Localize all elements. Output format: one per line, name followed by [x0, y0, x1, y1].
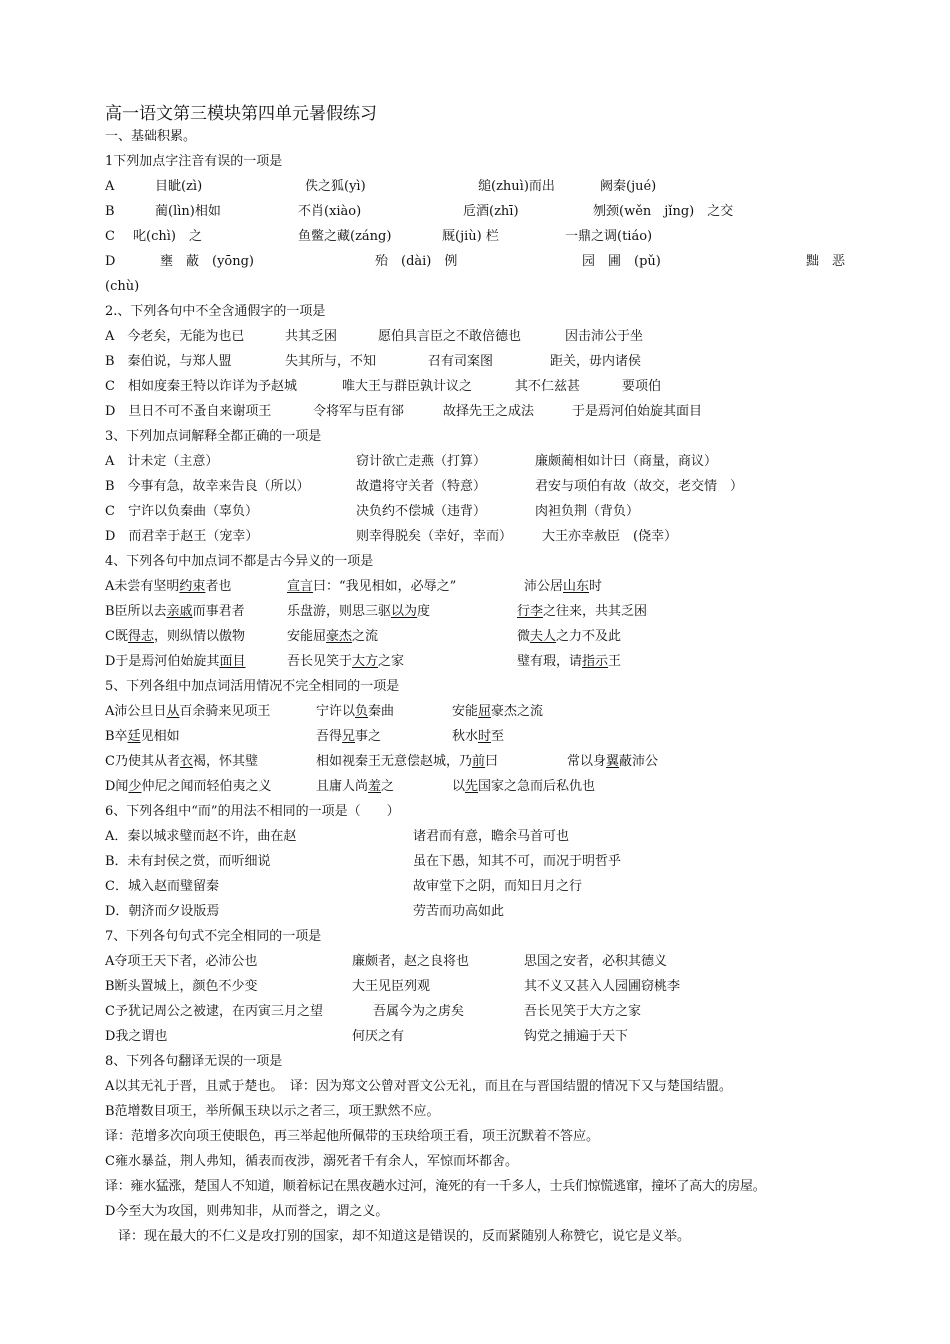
question-2-option-a — [0, 325, 950, 349]
option-item: D．朝济而夕设版焉 — [105, 904, 220, 919]
option-item: 不肖(xiào) — [298, 204, 362, 219]
question-1-stem — [0, 150, 950, 174]
question-5-stem — [0, 675, 950, 699]
dotted-word: 少 — [128, 779, 142, 794]
option-item: A 计未定（主意） — [105, 454, 219, 469]
question-4-option-a — [0, 575, 950, 599]
option-item: D 而君幸于赵王（宠幸） — [105, 529, 259, 544]
option-item: B臣所以去亲戚而事君者 — [105, 604, 245, 619]
dotted-word: 行李 — [517, 604, 544, 619]
option-item: B 今事有急，故幸来告良（所以） — [105, 479, 310, 494]
option-item: C既得志，则纵情以傲物 — [105, 629, 245, 644]
document-title — [0, 101, 950, 125]
option-letter: C — [105, 229, 115, 244]
option-letter: A — [105, 179, 115, 194]
option-item: B 秦伯说，与郑人盟 — [105, 354, 232, 369]
option-item: 要项伯 — [622, 379, 662, 394]
option-item: 宣言曰：“我见相如，必辱之” — [287, 579, 457, 594]
question-8-line — [0, 1175, 950, 1199]
dotted-word: 山东 — [563, 579, 590, 594]
question-3-stem — [0, 425, 950, 449]
question-text: 6、下列各组中“而”的用法不相同的一项是（ ） — [105, 804, 400, 819]
option-item: (chù) — [105, 279, 140, 294]
question-8-line — [0, 1200, 950, 1224]
question-text: 4、下列各句中加点词不都是古今异义的一项是 — [105, 554, 374, 569]
option-item: 故择先王之成法 — [443, 404, 535, 419]
question-7-option-d — [0, 1025, 950, 1049]
option-item: 廉颇蔺相如计曰（商量，商议） — [535, 454, 718, 469]
option-item: D闻少仲尼之闻而轻伯夷之义 — [105, 779, 272, 794]
dotted-word: 羞 — [368, 779, 382, 794]
option-item: D今至大为攻国，则弗知非，从而誉之，谓之义。 — [105, 1204, 389, 1219]
option-letter: D — [105, 254, 116, 269]
question-8-line — [0, 1075, 950, 1099]
option-item: B范增数目项王，举所佩玉玦以示之者三，项王默然不应。 — [105, 1104, 440, 1119]
dotted-word: 前 — [472, 754, 486, 769]
option-item: 行李之往来，共其乏困 — [517, 604, 648, 619]
option-item: 大王见臣列观 — [352, 979, 431, 994]
option-item: 大王亦幸赦臣 (侥幸） — [542, 529, 678, 544]
option-letter: B — [105, 204, 115, 219]
question-text: 5、下列各组中加点词活用情况不完全相同的一项是 — [105, 679, 400, 694]
option-item: C乃使其从者衣褐，怀其璧 — [105, 754, 258, 769]
option-item: 思国之安者，必积其德义 — [524, 954, 668, 969]
option-item: 相如视秦王无意偿赵城，乃前曰 — [316, 754, 499, 769]
question-2-option-d — [0, 400, 950, 424]
option-item: 一鼎之调(tiáo) — [565, 229, 653, 244]
question-8-line — [0, 1150, 950, 1174]
question-4-option-b — [0, 600, 950, 624]
dotted-word: 先 — [465, 779, 479, 794]
option-item: 故审堂下之阴，而知日月之行 — [413, 879, 583, 894]
question-4-option-c — [0, 625, 950, 649]
option-item: A未尝有坚明约束者也 — [105, 579, 232, 594]
option-item: 黜 恶 — [806, 254, 846, 269]
question-6-option-a — [0, 825, 950, 849]
option-item: 则幸得脱矣（幸好，幸而） — [356, 529, 513, 544]
option-item: 鱼鳖之藏(záng) — [298, 229, 392, 244]
question-8-line — [0, 1225, 950, 1249]
option-item: 沛公居山东时 — [524, 579, 603, 594]
question-4-option-d — [0, 650, 950, 674]
option-item: 秋水时至 — [452, 729, 505, 744]
question-1-option-c — [0, 225, 950, 249]
option-item: 译：现在最大的不仁义是攻打别的国家，却不知道这是错误的，反而紧随别人称赞它，说它是义举。 — [105, 1229, 691, 1244]
option-item: 常以身翼蔽沛公 — [567, 754, 659, 769]
dotted-word: 廷 — [127, 729, 141, 744]
dotted-word: 得志 — [127, 629, 154, 644]
dotted-word: 豪杰 — [326, 629, 353, 644]
option-item: D于是焉河伯始旋其面目 — [105, 654, 246, 669]
option-item: 吾长见笑于大方之家 — [524, 1004, 642, 1019]
option-item: 佚之狐(yì) — [305, 179, 366, 194]
question-text: 1下列加点字注音有误的一项是 — [105, 154, 283, 169]
section-text: 一、基础积累。 — [105, 129, 197, 144]
option-item: 决负约不偿城（违背） — [356, 504, 487, 519]
question-3-option-a — [0, 450, 950, 474]
option-item: 吾得兄事之 — [316, 729, 382, 744]
option-item: 钩党之捕遍于天下 — [524, 1029, 629, 1044]
question-6-option-c — [0, 875, 950, 899]
dotted-word: 负 — [355, 704, 369, 719]
option-item: 共其乏困 — [285, 329, 338, 344]
option-item: 安能屈豪杰之流 — [287, 629, 379, 644]
question-8-stem — [0, 1050, 950, 1074]
dotted-word: 宣言 — [287, 579, 314, 594]
option-item: 缒(zhuì)而出 — [478, 179, 555, 194]
option-item: B卒廷见相如 — [105, 729, 180, 744]
option-item: A沛公旦日从百余骑来见项王 — [105, 704, 271, 719]
option-item: 距关，毋内诸侯 — [550, 354, 642, 369]
option-item: 安能屈豪杰之流 — [452, 704, 544, 719]
option-item: 令将军与臣有郤 — [313, 404, 405, 419]
question-2-option-b — [0, 350, 950, 374]
question-1-option-d — [0, 250, 950, 274]
option-item: 吾长见笑于大方之家 — [287, 654, 405, 669]
option-item: C．城入赵而璧留秦 — [105, 879, 219, 894]
option-item: 失其所与，不知 — [285, 354, 377, 369]
option-item: 诸君而有意，瞻余马首可也 — [413, 829, 570, 844]
question-text: 3、下列加点词解释全都正确的一项是 — [105, 429, 322, 444]
option-item: D我之谓也 — [105, 1029, 168, 1044]
question-text: 8、下列各句翻译无误的一项是 — [105, 1054, 283, 1069]
dotted-word: 约束 — [179, 579, 206, 594]
question-8-line — [0, 1100, 950, 1124]
question-4-stem — [0, 550, 950, 574]
option-item: 蔺(lìn)相如 — [155, 204, 221, 219]
option-item: 肉袒负荆（背负） — [535, 504, 640, 519]
question-6-stem — [0, 800, 950, 824]
option-item: 阙秦(jué) — [600, 179, 657, 194]
dotted-word: 夫人 — [530, 629, 557, 644]
option-item: 且庸人尚羞之 — [316, 779, 395, 794]
question-7-option-b — [0, 975, 950, 999]
question-2-stem — [0, 300, 950, 324]
question-7-stem — [0, 925, 950, 949]
option-item: D 旦日不可不蚤自来谢项王 — [105, 404, 272, 419]
dotted-word: 亲戚 — [166, 604, 193, 619]
option-item: 吾属今为之虏矣 — [373, 1004, 465, 1019]
dotted-word: 面目 — [219, 654, 246, 669]
option-item: C 相如度秦王特以诈详为予赵城 — [105, 379, 297, 394]
option-item: 何厌之有 — [352, 1029, 405, 1044]
option-item: 唯大王与群臣孰计议之 — [342, 379, 473, 394]
question-text: 7、下列各句句式不完全相同的一项是 — [105, 929, 322, 944]
option-item: 壅 蔽 (yōng) — [160, 254, 255, 269]
option-item: 殆 (dài) 例 — [375, 254, 458, 269]
option-item: 其不义又甚入人园圃窃桃李 — [524, 979, 681, 994]
option-item: B断头置城上，颜色不少变 — [105, 979, 258, 994]
option-item: 译：雍水猛涨，楚国人不知道，顺着标记在黑夜趟水过河，淹死的有一千多人，士兵们惊慌逃窜，撞坏了高大的房屋。 — [105, 1179, 766, 1194]
option-item: 目眦(zì) — [155, 179, 203, 194]
question-5-option-a — [0, 700, 950, 724]
option-item: 刎颈(wěn jǐng) 之交 — [593, 204, 734, 219]
dotted-word: 衣 — [179, 754, 193, 769]
option-item: B．未有封侯之赏，而听细说 — [105, 854, 271, 869]
section-heading — [0, 125, 950, 149]
option-item: 廉颇者，赵之良将也 — [352, 954, 470, 969]
question-7-option-a — [0, 950, 950, 974]
question-2-option-c — [0, 375, 950, 399]
option-item: A夺项王天下者，必沛公也 — [105, 954, 258, 969]
option-item: 愿伯具言臣之不敢倍德也 — [378, 329, 522, 344]
option-item: 以先国家之急而后私仇也 — [452, 779, 596, 794]
question-1-option-b — [0, 200, 950, 224]
option-item: 宁许以负秦曲 — [316, 704, 395, 719]
option-item: 璧有瑕，请指示王 — [517, 654, 622, 669]
option-item: A以其无礼于晋，且贰于楚也。 译：因为郑文公曾对晋文公无礼，而且在与晋国结盟的情况下又与楚国结盟。 — [105, 1079, 732, 1094]
option-item: 其不仁兹甚 — [515, 379, 581, 394]
question-6-option-b — [0, 850, 950, 874]
option-item: A 今老矣，无能为也已 — [105, 329, 245, 344]
dotted-word: 时 — [478, 729, 492, 744]
question-5-option-b — [0, 725, 950, 749]
option-item: C予犹记周公之被逮，在丙寅三月之望 — [105, 1004, 323, 1019]
option-item: 乐盘游，则思三驱以为度 — [287, 604, 431, 619]
option-item: A．秦以城求璧而赵不许，曲在赵 — [105, 829, 297, 844]
option-item: 译：范增多次向项王使眼色，再三举起他所佩带的玉玦给项王看，项王沉默着不答应。 — [105, 1129, 600, 1144]
question-3-option-b — [0, 475, 950, 499]
title-text: 高一语文第三模块第四单元暑假练习 — [105, 104, 377, 124]
option-item: 劳苦而功高如此 — [413, 904, 505, 919]
dotted-word: 兄 — [342, 729, 356, 744]
question-5-option-d — [0, 775, 950, 799]
option-item: C 宁许以负秦曲（辜负） — [105, 504, 258, 519]
question-1-option-a — [0, 175, 950, 199]
dotted-word: 屈 — [478, 704, 492, 719]
question-5-option-c — [0, 750, 950, 774]
option-item: 窃计欲亡走燕（打算） — [356, 454, 487, 469]
option-item: 召有司案图 — [428, 354, 494, 369]
question-7-option-c — [0, 1000, 950, 1024]
option-item: 于是焉河伯始旋其面目 — [572, 404, 703, 419]
option-item: 君安与项伯有故（故交，老交情 ） — [535, 479, 744, 494]
option-item: C雍水暴益，荆人弗知，循表而夜涉，溺死者千有余人，军惊而坏都舍。 — [105, 1154, 518, 1169]
question-8-line — [0, 1125, 950, 1149]
option-item: 卮酒(zhī) — [463, 204, 519, 219]
option-item: 叱(chì) 之 — [133, 229, 202, 244]
question-text: 2.、下列各句中不全含通假字的一项是 — [105, 304, 326, 319]
question-3-option-d — [0, 525, 950, 549]
question-1-option-d-cont — [0, 275, 950, 299]
question-3-option-c — [0, 500, 950, 524]
option-item: 虽在下愚，知其不可，而况于明哲乎 — [413, 854, 622, 869]
option-item: 厩(jiù) 栏 — [442, 229, 499, 244]
option-item: 因击沛公于坐 — [565, 329, 644, 344]
dotted-word: 以为 — [391, 604, 418, 619]
option-item: 园 圃 (pǔ) — [582, 254, 661, 269]
dotted-word: 翼 — [606, 754, 620, 769]
dotted-word: 从 — [166, 704, 180, 719]
option-item: 故遣将守关者（特意） — [356, 479, 487, 494]
dotted-word: 指示 — [582, 654, 609, 669]
question-6-option-d — [0, 900, 950, 924]
dotted-word: 大方 — [352, 654, 379, 669]
option-item: 微夫人之力不及此 — [517, 629, 622, 644]
